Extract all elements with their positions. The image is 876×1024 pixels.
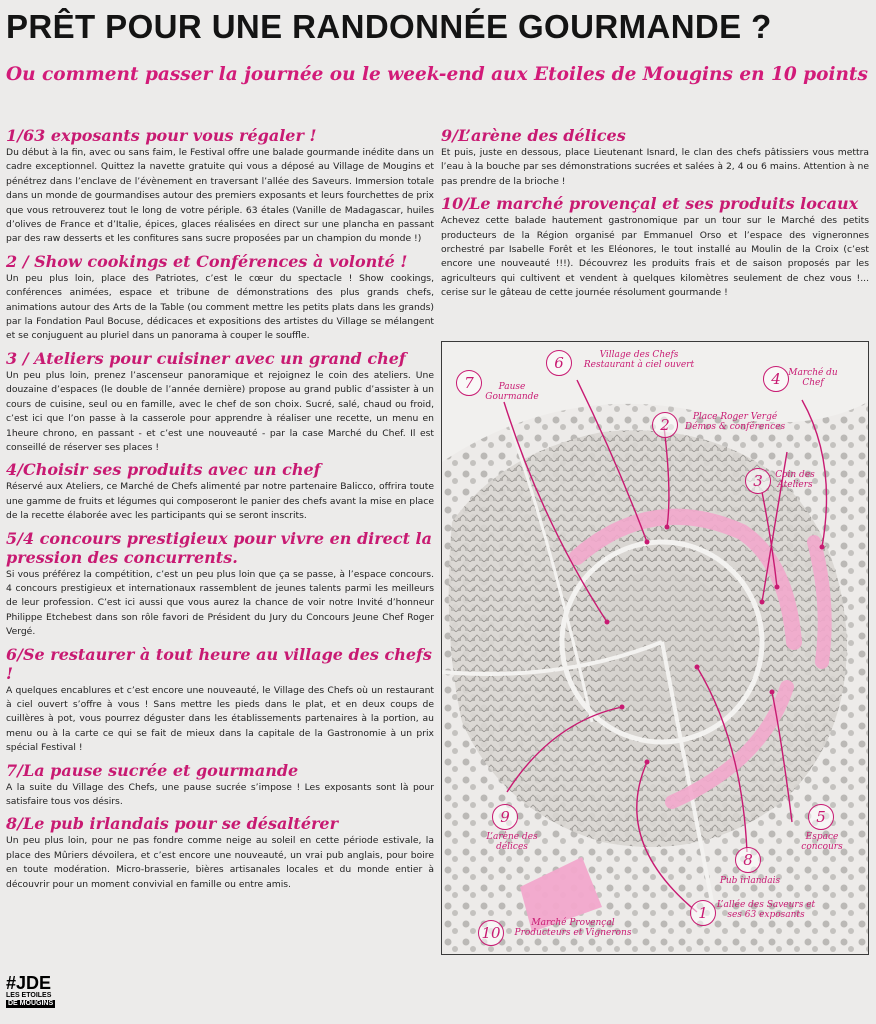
- label-place-roger-verge: Place Roger Vergé Démos & conférences: [684, 412, 786, 432]
- label-marche-provencal: Marché Provençal Producteurs et Vignerons: [514, 918, 632, 938]
- label-marche-chef: Marché du Chef: [788, 368, 838, 388]
- section-9: [441, 126, 869, 189]
- marker-2: 2: [652, 412, 678, 438]
- section-2: [6, 252, 434, 344]
- marker-4: 4: [763, 366, 789, 392]
- section-heading: 3 / Ateliers pour cuisiner avec un grand chef: [6, 348, 406, 368]
- logo-line-1: LES ETOILES: [6, 992, 52, 999]
- section-heading: 2 / Show cookings et Conférences à volonté !: [6, 251, 408, 271]
- section-text: Du début à la fin, avec ou sans faim, le Festival offre une balade gourmande inédite dans un cadre exceptionnel. Quittez la navette gratuite qui vous a déposé au Village de Mougins et pénétrez dans l’enclave de l’évènement en traversant l’allée des Saveurs. Immersion totale dans un monde de gourmandises autour des premiers exposants et leurs fourchettes de prix que vous retrouverez tout le long de votre périple. 63 étales (Vanille de Madagascar, huiles d’olives de France et d’Italie, épices, glaces réalisées en direct sur une plancha en passant par des raw desserts et les confitures sans sucre proposées par un champion du monde !): [6, 147, 434, 245]
- left-column: [6, 126, 434, 892]
- section-heading: 6/Se restaurer à tout heure au village des chefs !: [6, 644, 432, 683]
- section-text: Un peu plus loin, place des Patriotes, c’est le cœur du spectacle ! Show cookings, conférences animées, espace et tribune de démonstrations des plus grands chefs, animations autour des Arts de la Table (ou comment mettre les petits plats dans les grands) par la Fondation Paul Bocuse, dédicaces et expositions des artistes du Village se mélangent et se conjuguent au pluriel dans un panorama à couper le souffle.: [6, 272, 434, 342]
- section-text: A quelques encablures et c’est encore une nouveauté, le Village des Chefs où un restaurant à ciel ouvert s’offre à vous ! Sans mettre les pieds dans le plat, et en deux coups de cuillères à pot, vous pourrez déguster dans les établissements partenaires à la portion, au menu ou à la carte ce qui se fait de mieux dans la capitale de la Gastronomie à un prix spécial Festival !: [6, 684, 434, 754]
- marker-7: 7: [456, 370, 482, 396]
- section-4: [6, 460, 434, 523]
- section-text: Réservé aux Ateliers, ce Marché de Chefs alimenté par notre partenaire Balicco, offrira toute une gamme de fruits et légumes qui composeront le panier des chefs avant la mise en place de la recette élaborée avec les participants qui se seront inscrits.: [6, 481, 434, 522]
- logo-line-2: DE MOUGINS: [8, 1000, 54, 1007]
- marker-5: 5: [808, 804, 834, 830]
- label-pause-gourmande: [482, 382, 542, 402]
- section-7: [6, 761, 434, 810]
- marker-1: 1: [690, 900, 716, 926]
- page-title: PRÊT POUR UNE RANDONNÉE GOURMANDE ?: [6, 8, 772, 45]
- section-1: [6, 126, 434, 247]
- label-espace-concours: Espace concours: [801, 832, 843, 852]
- section-text: Achevez cette balade hautement gastronomique par un tour sur le Marché des petits producteurs de la Région organisé par Emmanuel Orso et l’espace des vigneronnes orchestré par Isabelle Forêt et les Eléonores, le tout installé au Moulin de la Croix (c’est encore une nouveauté !!!). Découvrez les produits frais et de saison proposés par les agriculteurs qui cultivent et vendent à quelques kilomètres seulement de chez vous !... cerise sur le gâteau de cette journée résolument gourmande !: [441, 215, 869, 299]
- section-10: [441, 194, 869, 300]
- section-text: Si vous préférez la compétition, c’est un peu plus loin que ça se passe, à l’espace concours. 4 concours prestigieux et internationaux rassemblent de jeunes talents parmi les meilleurs de leur profession. C’est ici aussi que vous aurez la chance de voir notre Invité d’honneur Philippe Etchebest dans son rôle favori de Président du Jury du Concours Jeune Chef Roger Vergé.: [6, 568, 434, 638]
- marker-8: 8: [735, 847, 761, 873]
- marker-9: 9: [492, 804, 518, 830]
- label-coin-ateliers: Coin des Ateliers: [775, 470, 815, 490]
- section-heading: 1/63 exposants pour vous régaler !: [6, 126, 317, 145]
- section-heading: 9/L’arène des délices: [441, 126, 626, 145]
- marker-6: 6: [546, 350, 572, 376]
- label-pub-irlandais: Pub irlandais: [719, 876, 781, 886]
- section-6: [6, 645, 434, 756]
- section-text: Un peu plus loin, pour ne pas fondre comme neige au soleil en cette période estivale, la place des Mûriers dévoilera, et c’est encore une nouveauté, un vrai pub anglais, pour boire en toute modération. Micro-brasserie, bières artisanales locales et du monde entier à découvrir pour un moment convivial en famille ou entre amis.: [6, 835, 434, 890]
- section-heading: 10/Le marché provençal et ses produits locaux: [441, 194, 859, 214]
- section-8: [6, 814, 434, 892]
- marker-3: 3: [745, 468, 771, 494]
- logo-hashtag: #JDE: [6, 973, 52, 993]
- village-map: [441, 341, 869, 955]
- label-arene-delices: L’arène des délices: [486, 832, 538, 852]
- jde-logo: [6, 974, 66, 1008]
- page-subtitle: Ou comment passer la journée ou le week-end aux Etoiles de Mougins en 10 points: [6, 64, 868, 85]
- section-heading: 4/Choisir ses produits avec un chef: [6, 460, 321, 480]
- section-text: A la suite du Village des Chefs, une pause sucrée s’impose ! Les exposants sont là pour satisfaire tous vos désirs.: [6, 781, 434, 807]
- marker-10: 10: [478, 920, 504, 946]
- right-column: [441, 126, 869, 301]
- section-heading: 5/4 concours prestigieux pour vivre en direct la pression des concurrents.: [6, 528, 432, 567]
- section-heading: 7/La pause sucrée et gourmande: [6, 760, 299, 780]
- label-allee-saveurs: L’allée des Saveurs et ses 63 exposants: [716, 900, 816, 920]
- section-5: [6, 529, 434, 640]
- section-heading: 8/Le pub irlandais pour se désaltérer: [6, 814, 339, 834]
- section-3: [6, 349, 434, 455]
- section-text: Et puis, juste en dessous, place Lieutenant Isnard, le clan des chefs pâtissiers vous mettra l’eau à la bouche par ses démonstrations sucrées et salées à 2, 4 ou 6 mains. Attention à ne pas prendre de la brioche !: [441, 147, 869, 187]
- label-text: Pause Gourmande: [485, 382, 539, 402]
- section-text: Un peu plus loin, prenez l’ascenseur panoramique et rejoignez le coin des ateliers. Une douzaine d’espaces (le double de l’année dernière) propose au grand public d’assister à un cours de cuisine, seul ou en famille, avec le chef de son choix. Sucré, salé, chaud ou froid, c’est ici que l’on passe à la casserole pour apprendre à réaliser une recette, un menu en 1heure chrono, en passant - et c’est une nouveauté - par la case Marché du Chef. Il est conseillé de réserver ses places !: [6, 369, 434, 453]
- label-village-chefs: Village des Chefs Restaurant à ciel ouvert: [583, 350, 695, 370]
